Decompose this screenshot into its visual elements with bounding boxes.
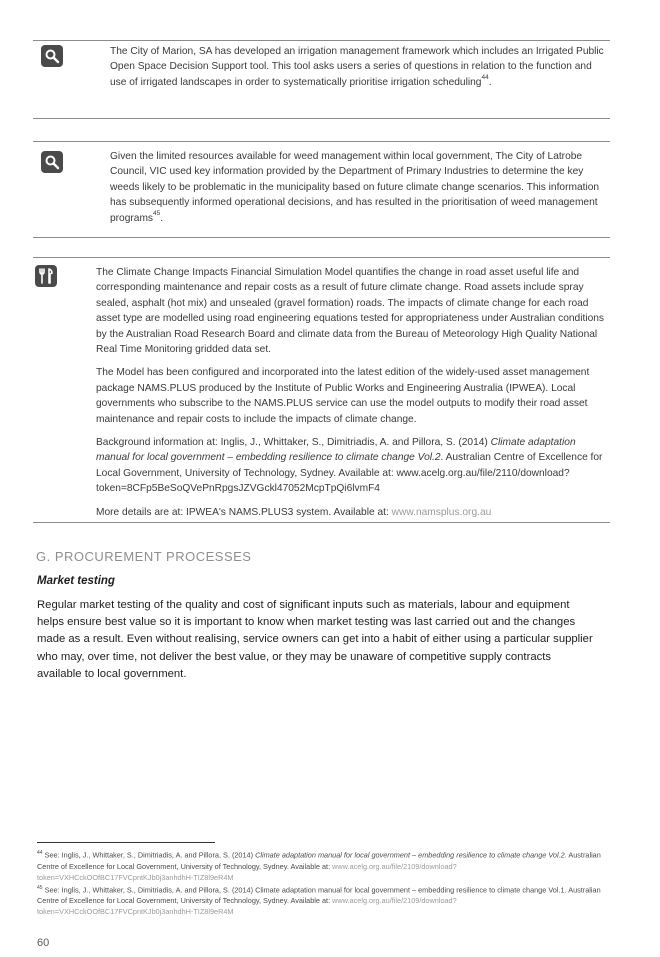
details-lead: More details are at: IPWEA's NAMS.PLUS3 system. Available at: xyxy=(96,506,392,518)
marion-text: The City of Marion, SA has developed an irrigation management framework which includes an Irrigated Public Open Space Decision Support tool. This tool asks users a series of questions in relation to the function and use of irrigated landscapes in order to systematically prioritise irrigation scheduling xyxy=(110,46,604,88)
marion-case-study xyxy=(110,44,605,90)
footnote-number: 45 xyxy=(37,884,43,891)
footnote-lead: See: Inglis, J., Whittaker, S., Dimitriadis, A. and Pillora, S. (2014) Climate adaptation manual for local government – embedding resilience to climate change Vol.1. Australian Centre of Excellence for Local Government, University of Technology, Sydney. Available at: xyxy=(37,885,601,906)
footnote-ref-44[interactable]: 44 xyxy=(481,74,489,82)
simulation-paragraph-1: The Climate Change Impacts Financial Simulation Model quantifies the change in road asset useful life and corresponding maintenance and repair costs as a result of future climate change. Road assets include spray sealed, asphalt (hot mix) and unsealed (gravel formation) roads. The impacts of climate change for each road asset type are modelled using road engineering equations tested for appropriateness under Australian conditions by the Australian Road Research Board and climate data from the Bureau of Meteorology High Quality National Real Time Monitoring gridded data set. xyxy=(96,267,605,356)
box-bottom-rule xyxy=(33,522,610,523)
box-top-rule xyxy=(33,141,610,142)
footnote-tail: . Australian Centre of Excellence for Local Government, University of Technology, Sydney. Available at: xyxy=(37,850,601,871)
simulation-paragraph-2: The Model has been configured and incorporated into the latest edition of the widely-used asset management package NAMS.PLUS produced by the Institute of Public Works and Engineering Australia (IPWEA). Local governments who subscribe to the NAMS.PLUS service can use the model outputs to modify their road asset maintenance and repair costs to include the impacts of climate change. xyxy=(96,367,590,425)
box-bottom-rule xyxy=(33,118,610,119)
latrobe-text: Given the limited resources available for weed management within local government, The City of Latrobe Council, VIC used key information provided by the Department of Primary Industries to determine the key weeds likely to be problematic in the municipality based on future climate change scenarios. This information has subsequently informed operational decisions, and has resulted in the prioritisation of weed management programs xyxy=(110,151,600,224)
footnote-rule xyxy=(37,842,215,843)
namsplus-link[interactable]: www.namsplus.org.au xyxy=(391,506,492,518)
box-top-rule xyxy=(33,257,610,258)
footnote-number: 44 xyxy=(37,850,43,856)
latrobe-end: . xyxy=(160,212,164,224)
simulation-paragraph-4 xyxy=(96,505,606,520)
simulation-paragraph-3 xyxy=(96,435,606,497)
footnote-ref-45[interactable]: 45 xyxy=(153,210,161,218)
magnifier-icon xyxy=(41,151,63,173)
footnote-title: Climate adaptation manual for local government – embedding resilience to climate change Vol.2 xyxy=(255,850,565,860)
page-number: 60 xyxy=(37,937,50,949)
tools-icon xyxy=(35,265,57,287)
footnote-link[interactable]: www.acelg.org.au/file/2109/download?token=VXHCckOOfBC17FVCpntKJb0j3anhdhH-TIZ8l9eR4M xyxy=(37,861,457,882)
footnote-link[interactable]: www.acelg.org.au/file/2109/download?token=VXHCckOOfBC17FVCpntKJb0j3anhdhH-TIZ8l9eR4M xyxy=(37,896,457,917)
magnifier-icon xyxy=(41,45,63,67)
footnote-45 xyxy=(37,883,607,918)
footnote-lead: See: Inglis, J., Whittaker, S., Dimitriadis, A. and Pillora, S. (2014) xyxy=(42,850,256,860)
footnote-44 xyxy=(37,848,607,883)
market-testing-paragraph: Regular market testing of the quality and cost of significant inputs such as materials, labour and equipment helps ensure best value so it is important to know when market testing was last carried out and the changes made as a result. Even without realising, service owners can get into a habit of either using a particular supplier who may, over time, not deliver the best value, or they may be unaware of competitive supply contracts available to local government. xyxy=(37,599,593,680)
background-title: Climate adaptation manual for local government – embedding resilience to climate change Vol.2 xyxy=(96,437,576,464)
box-top-rule xyxy=(33,40,610,41)
latrobe-case-study xyxy=(110,149,605,226)
box-bottom-rule xyxy=(33,237,610,238)
background-lead: Background information at: Inglis, J., Whittaker, S., Dimitriadis, A. and Pillora, S. (2014) xyxy=(96,437,491,449)
sub-heading: Market testing xyxy=(37,575,115,587)
section-heading: G. PROCUREMENT PROCESSES xyxy=(36,549,252,564)
simulation-model-box xyxy=(96,265,606,520)
background-tail: . Australian Centre of Excellence for Local Government, University of Technology, Sydney. Available at: www.acelg.org.au/file/2110/download?token=8CFp5BeSoQVePnRpgsJZVGckl47052McpTpQi6lvmF4 xyxy=(96,452,603,495)
marion-end: . xyxy=(488,76,492,88)
footnotes xyxy=(37,848,607,917)
